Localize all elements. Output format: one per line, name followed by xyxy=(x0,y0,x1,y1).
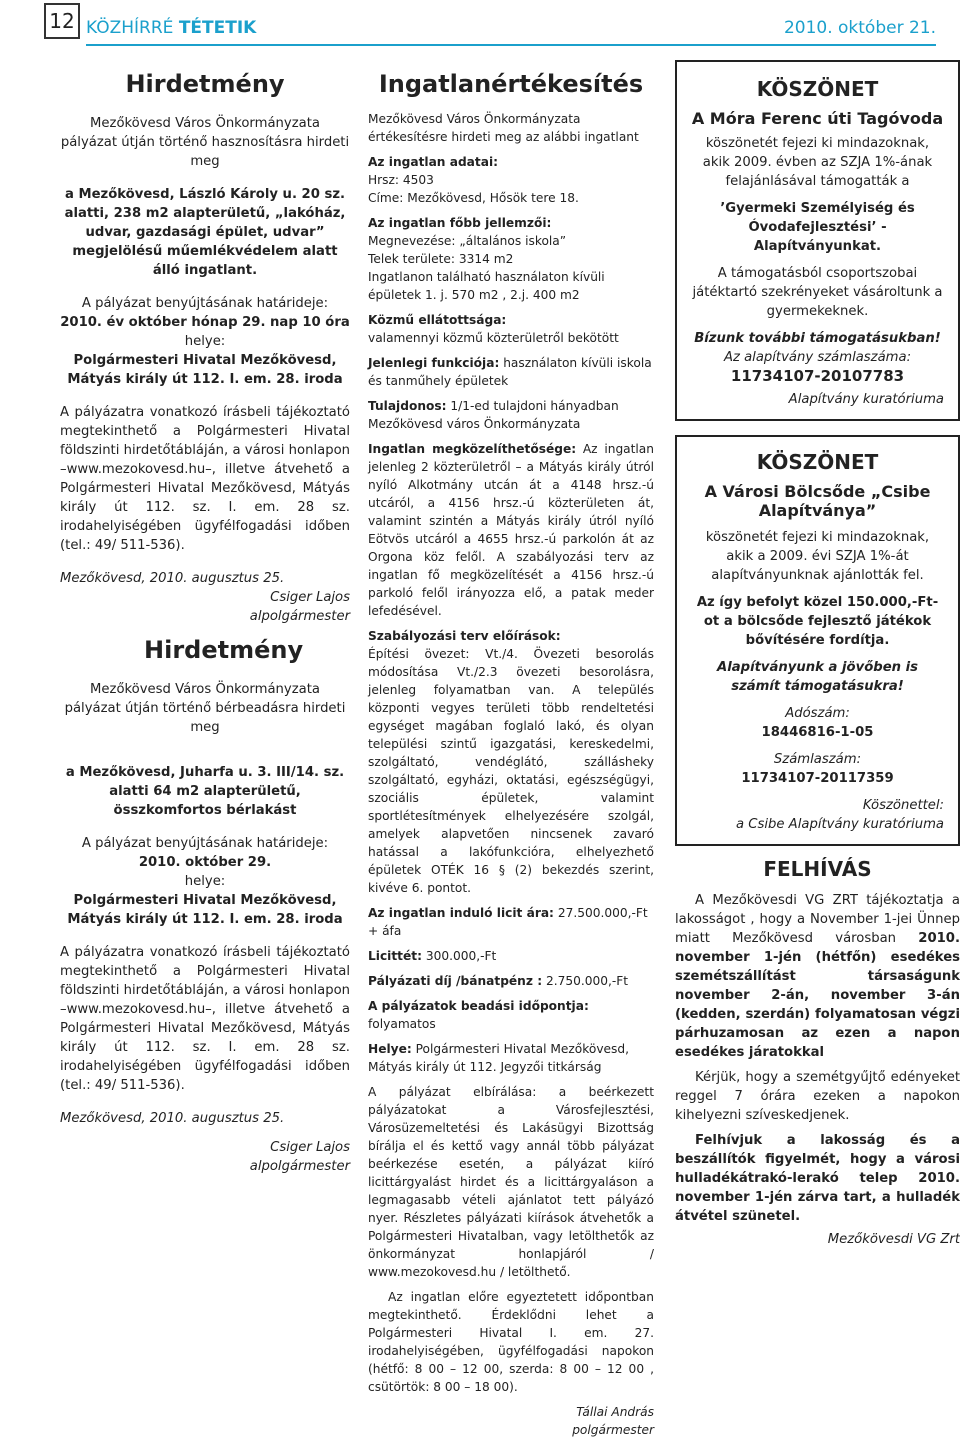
sale-bid: Licittét: 300.000,-Ft xyxy=(368,949,497,963)
sale-data-label: Az ingatlan adatai: xyxy=(368,155,498,169)
notice2-deadline: 2010. október 29. xyxy=(138,855,272,870)
felhivas-title: FELHÍVÁS xyxy=(763,857,872,881)
thanks-box-nursery xyxy=(675,435,960,846)
column-thanks xyxy=(675,60,960,1249)
notice1-signer-title: alpolgármester xyxy=(249,609,350,624)
box2-account-label: Számlaszám: xyxy=(773,752,862,767)
felhivas-p2: Kérjük, hogy a szemétgyűjtő edényeket reggel 7 órára ezeken a napokon kihelyezni szíveskedjenek. xyxy=(675,1070,960,1123)
box2-org: A Városi Bölcsőde „Csibe Alapítványa” xyxy=(704,482,931,520)
box2-text2: Az így befolyt közel 150.000,-Ft-ot a bölcsőde fejlesztő játékok bővítésére fordítja. xyxy=(696,595,939,648)
box2-tax-label: Adószám: xyxy=(785,706,850,721)
notice1-object: a Mezőkövesd, László Károly u. 20 sz. alatti, 238 m2 alapterületű, „lakóház, udvar, gazdasági épület, udvar” megjelölésű műemlékvédelem alatt álló ingatlant. xyxy=(64,187,346,278)
column-notices xyxy=(60,60,350,1176)
issue-date: 2010. október 21. xyxy=(783,18,936,38)
page-header xyxy=(0,0,960,50)
sale-name: Megnevezése: „általános iskola” xyxy=(368,234,567,248)
sale-address: Címe: Mezőkövesd, Hősök tere 18. xyxy=(368,191,579,205)
notice2-title: Hirdetmény xyxy=(144,636,304,664)
sale-intro: Mezőkövesd Város Önkormányzata értékesítésre hirdeti meg az alábbi ingatlant xyxy=(368,112,639,144)
box2-title: KÖSZÖNET xyxy=(756,450,879,474)
notice2-intro: Mezőkövesd Város Önkormányzata pályázat útján történő bérbeadásra hirdeti meg xyxy=(64,682,346,735)
box1-account-label: Az alapítvány számlaszáma: xyxy=(723,350,912,365)
column-property-sale xyxy=(368,60,654,1439)
notice1-title: Hirdetmény xyxy=(125,70,285,98)
box2-thanks: Köszönettel: xyxy=(862,798,944,813)
box1-text1: köszönetét fejezi ki mindazoknak, akik 2009. évben az SZJA 1%-ának felajánlásával támogatták a xyxy=(702,136,933,189)
sale-eval: A pályázat elbírálása: a beérkezett pályázatokat a Városfejlesztési, Városüzemeltetési és Lakásügyi Bizottság bírálja el és kettő vagy annál több pályázat beérkezése esetén, a pályázat kiíró licittárgyalást hirdet és a licittárgyaláson a legmagasabb vételi ajánlatot tett pályázó nyer. Részletes pályázati kiírások átvehetők a Polgármesteri Hivatalban, vagy letölthetők az önkormányzat honlapjáról / www.mezokovesd.hu / letölthető. xyxy=(368,1085,654,1279)
sale-utilities-label: Közmű ellátottsága: xyxy=(368,313,507,327)
sale-zoning-label: Szabályozási terv előírások: xyxy=(368,629,561,643)
sale-title: Ingatlanértékesítés xyxy=(378,70,644,98)
notice2-signer: Csiger Lajos xyxy=(270,1140,350,1155)
box1-text2: A támogatásból csoportszobai játéktartó szekrényeket vásároltunk a gyermekeknek. xyxy=(692,266,943,319)
notice1-place: Polgármesteri Hivatal Mezőkövesd, Mátyás király út 112. I. em. 28. iroda xyxy=(67,353,343,387)
notice1-deadline: 2010. év október hónap 29. nap 10 óra xyxy=(60,315,350,330)
box2-board: a Csibe Alapítvány kuratóriuma xyxy=(735,817,944,832)
sale-access: Ingatlan megközelíthetősége: Az ingatlan jelenleg 2 közterületről – a Mátyás király útról nyíló Alkotmány utcán át a 4148 hrsz.-ú utcáról, a 4156 hrsz.-ú közterületen át, valamint szintén a Mátyás király útról nyíló Eötvös utcáról a 4655 hrsz.-ú parkolón át az Orgona köz felől. A szabályozási terv az ingatlan fő megközelítését a 4156 hrsz.-ú parkoló felől irányozza elő, a patak meder lefedésével. xyxy=(368,442,654,618)
notice1-deadline-label: A pályázat benyújtásának határideje: xyxy=(81,296,329,311)
sale-hrsz: Hrsz: 4503 xyxy=(368,173,434,187)
notice1-signer: Csiger Lajos xyxy=(270,590,350,605)
box1-board: Alapítvány kuratóriuma xyxy=(788,392,944,407)
sale-fee: Pályázati díj /bánatpénz : 2.750.000,-Ft xyxy=(368,974,629,988)
box1-title: KÖSZÖNET xyxy=(756,77,879,101)
notice2-place-label: helye: xyxy=(184,874,226,889)
box2-support: Alapítványunk a jövőben is számít támogatásukra! xyxy=(717,660,918,694)
notice2-signer-title: alpolgármester xyxy=(249,1159,350,1174)
box2-text1: köszönetét fejezi ki mindazoknak, akik a 2009. évi SZJA 1%-át alapítványunknak ajánlották fel. xyxy=(705,530,930,583)
sale-utilities: valamennyi közmű közterületről bekötött xyxy=(368,331,619,345)
notice2-body: A pályázatra vonatkozó írásbeli tájékoztató megtekinthető a Polgármesteri Hivatal földszinti hirdetőtábláján, a városi honlapon –www.mezokovesd.hu–, illetve átvehető a Polgármesteri Hivatal Mezőkövesd, Mátyás király út 112. sz. I. em. 28 sz. irodahelyiségében ügyfélfogadási időben (tel.: 49/ 511-536). xyxy=(60,945,350,1093)
sale-signer-title: polgármester xyxy=(572,1423,654,1437)
notice-felhivas xyxy=(675,857,960,1249)
notice2-date: Mezőkövesd, 2010. augusztus 25. xyxy=(60,1111,285,1126)
box1-foundation: ’Gyermeki Személyiség és Óvodafejlesztési’ - Alapítványunkat. xyxy=(720,201,915,254)
notice1-place-label: helye: xyxy=(184,334,226,349)
sale-zoning: Építési övezet: Vt./4. Övezeti besorolás módosítása Vt./2.3 övezeti besorolásra, jelenleg folyamatban van. A település központi vegyes területi több rendeltetési egységet magában foglaló lakó, és olyan települési szintű igazgatási, kereskedelmi, szolgáltató, vendéglátó, szállásheky szolgáltató, egyházi, oktatási, egészségügyi, szociális épületek, valamint sportlétesítmények elhelyezésére szolgál, amelyek alapvetően nincsenek zavaró hatással a lakófunkcióra, elhelyezhető épületek OTÉK 16 § (2) bekezdés szerint, kivéve 6. pontot. xyxy=(368,647,654,895)
sale-owner: Tulajdonos: 1/1-ed tulajdoni hányadban Mezőkövesd város Önkormányzata xyxy=(368,399,619,431)
header-rule xyxy=(86,44,936,46)
sale-place: Helye: Polgármesteri Hivatal Mezőkövesd, Mátyás király út 112. Jegyzői titkárság xyxy=(368,1042,629,1074)
felhivas-p3: Felhívjuk a lakosság és a beszállítók figyelmét, hogy a városi hulladékátrakó-lerakó telep 2010. november 1-jén zárva tart, a hulladék átvétel szünetel. xyxy=(675,1133,960,1224)
box1-org: A Móra Ferenc úti Tagóvoda xyxy=(691,109,944,128)
sale-area: Telek területe: 3314 m2 xyxy=(368,252,514,266)
section-title: KÖZHÍRRÉ TÉTETIK xyxy=(86,18,257,38)
sale-main-label: Az ingatlan főbb jellemzői: xyxy=(368,216,552,230)
sale-function: Jelenlegi funkciója: használaton kívüli iskola és tanműhely épületek xyxy=(368,356,652,388)
notice1-date: Mezőkövesd, 2010. augusztus 25. xyxy=(60,571,285,586)
sale-visit: Az ingatlan előre egyeztetett időpontban megtekinthető. Érdeklődni lehet a Polgármesteri Hivatal I. em. 27. irodahelyiségében, ügyfélfogadási napokon (hétfő: 8 00 – 12 00, szerda: 8 00 – 12 00 , csütörtök: 8 00 – 18 00). xyxy=(368,1290,654,1394)
sale-price: Az ingatlan induló licit ára: 27.500.000,-Ft + áfa xyxy=(368,906,648,938)
box2-tax: 18446816-1-05 xyxy=(761,725,874,740)
page-number: 12 xyxy=(44,3,80,39)
notice2-place: Polgármesteri Hivatal Mezőkövesd, Mátyás király út 112. I. em. 28. iroda xyxy=(67,893,343,927)
box1-support: Bízunk további támogatásukban! xyxy=(694,331,941,346)
thanks-box-kindergarten xyxy=(675,60,960,421)
notice1-intro: Mezőkövesd Város Önkormányzata pályázat útján történő hasznosításra hirdeti meg xyxy=(60,116,350,169)
sale-buildings: Ingatlanon található használaton kívüli épületek 1. j. 570 m2 , 2.j. 400 m2 xyxy=(368,270,605,302)
sale-signer: Tállai András xyxy=(576,1405,654,1419)
notice1-body: A pályázatra vonatkozó írásbeli tájékoztató megtekinthető a Polgármesteri Hivatal földszinti hirdetőtábláján, a városi honlapon –www.mezokovesd.hu–, illetve átvehető a Polgármesteri Hivatal Mezőkövesd, Mátyás király út 112. sz. I. em. 28 sz. irodahelyiségében ügyfélfogadási időben (tel.: 49/ 511-536). xyxy=(60,405,350,553)
felhivas-p1: A Mezőkövesdi VG ZRT tájékoztatja a lakosságot , hogy a November 1-jei Ünnep miatt Mezőkövesd városban 2010. november 1-jén (hétfőn) esedékes szemétszállítást társaságunk november 2-án, november 3-án (kedden, szerdán) folyamatosan végzi párhuzamosan az ezen a napon esedékes járatokkal xyxy=(675,893,960,1060)
notice2-object: a Mezőkövesd, Juharfa u. 3. III/14. sz. alatti 64 m2 alapterületű, összkomfortos bérlakást xyxy=(65,765,345,818)
box1-account: 11734107-20107783 xyxy=(730,367,905,385)
notice2-deadline-label: A pályázat benyújtásának határideje: xyxy=(81,836,329,851)
sale-submit: A pályázatok beadási időpontja: folyamatos xyxy=(368,999,589,1031)
box2-account: 11734107-20117359 xyxy=(741,771,894,786)
felhivas-signer: Mezőkövesdi VG Zrt xyxy=(827,1232,960,1247)
